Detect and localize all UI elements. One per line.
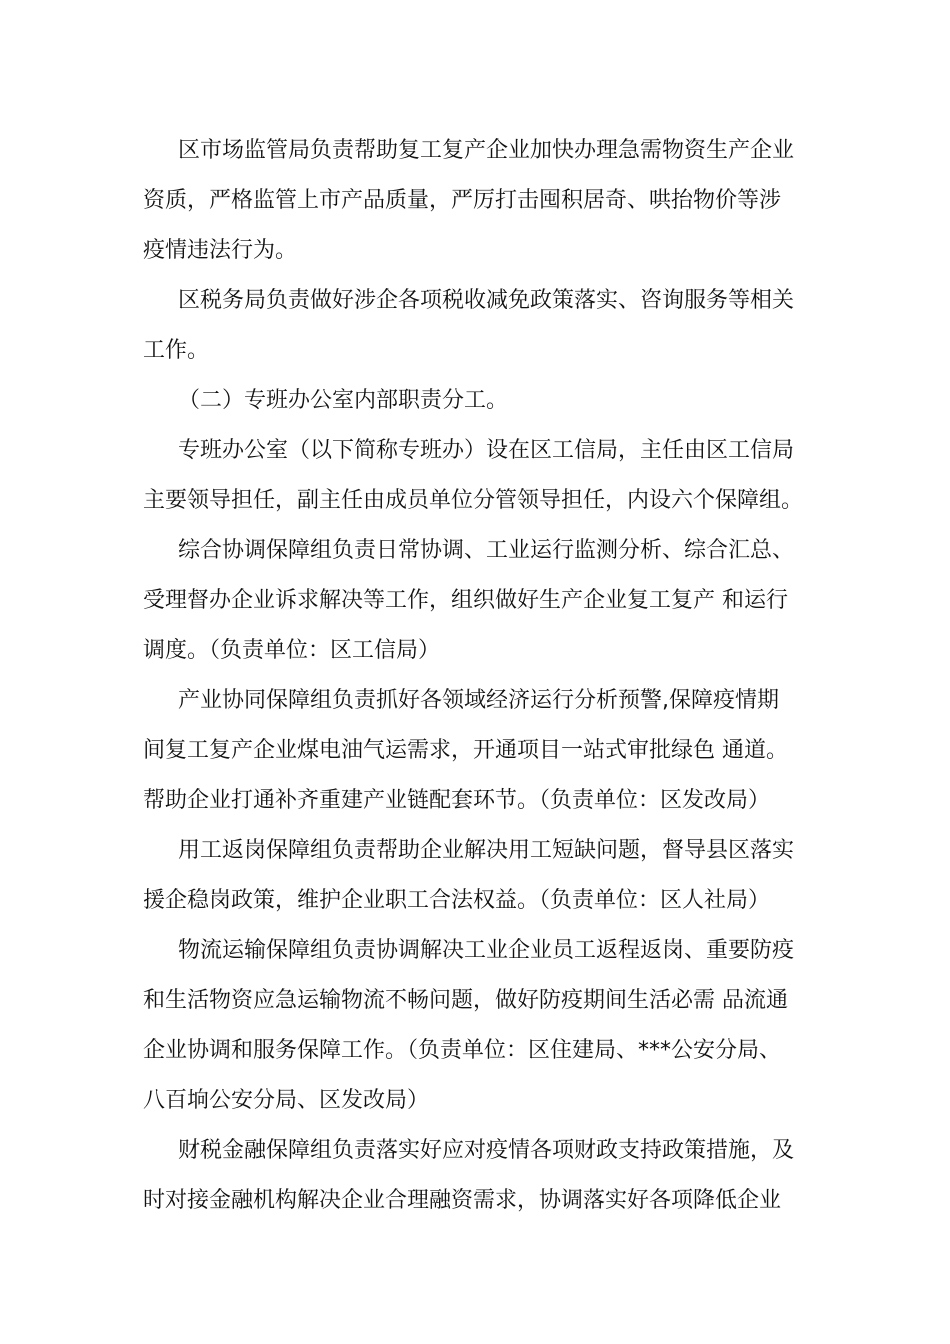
text-line: 帮助企业打通补齐重建产业链配套环节。（负责单位：区发改局） <box>143 788 771 813</box>
text-line: 调度。（负责单位：区工信局） <box>143 638 441 663</box>
text-line: 资质，严格监管上市产品质量，严厉打击囤积居奇、哄抬物价等涉 <box>143 188 782 213</box>
text-line: 用工返岗保障组负责帮助企业解决用工短缺问题，督导县区落实 <box>178 838 795 863</box>
text-line: 疫情违法行为。 <box>143 238 298 263</box>
text-line: 综合协调保障组负责日常协调、工业运行监测分析、综合汇总、 <box>178 538 795 563</box>
text-line: 财税金融保障组负责落实好应对疫情各项财政支持政策措施，及 <box>178 1138 795 1163</box>
section-heading: （二）专班办公室内部职责分工。 <box>178 388 509 413</box>
text-line: 受理督办企业诉求解决等工作，组织做好生产企业复工复产 和运行 <box>143 588 788 613</box>
text-line: 和生活物资应急运输物流不畅问题，做好防疫期间生活必需 品流通 <box>143 988 788 1013</box>
text-line: 区税务局负责做好涉企各项税收减免政策落实、咨询服务等相关 <box>178 288 795 313</box>
text-line: 八百垧公安分局、区发改局） <box>143 1088 430 1113</box>
text-line: 主要领导担任，副主任由成员单位分管领导担任，内设六个保障组。 <box>143 488 804 513</box>
text-line: 区市场监管局负责帮助复工复产企业加快办理急需物资生产企业 <box>178 138 795 163</box>
text-line: 专班办公室（以下简称专班办）设在区工信局，主任由区工信局 <box>178 438 795 463</box>
text-line: 产业协同保障组负责抓好各领域经济运行分析预警,保障疫情期 <box>178 688 779 713</box>
text-line: 企业协调和服务保障工作。（负责单位：区住建局、***公安分局、 <box>143 1038 782 1063</box>
text-line: 援企稳岗政策，维护企业职工合法权益。（负责单位：区人社局） <box>143 888 771 913</box>
text-line: 间复工复产企业煤电油气运需求，开通项目一站式审批绿色 通道。 <box>143 738 788 763</box>
text-line: 时对接金融机构解决企业合理融资需求，协调落实好各项降低企业 <box>143 1188 782 1213</box>
text-line: 物流运输保障组负责协调解决工业企业员工返程返岗、重要防疫 <box>178 938 795 963</box>
text-line: 工作。 <box>143 338 210 363</box>
